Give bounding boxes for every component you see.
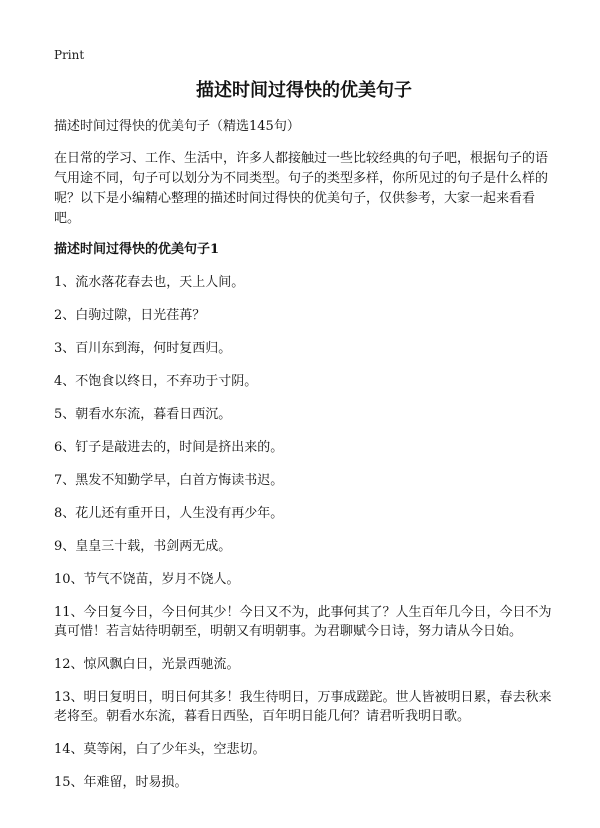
sentence-item: 10、节气不饶苗，岁月不饶人。	[54, 572, 240, 587]
sentence-item: 6、钉子是敲进去的，时间是挤出来的。	[54, 440, 284, 455]
sentence-item: 14、莫等闲，白了少年头，空悲切。	[54, 742, 266, 757]
print-link[interactable]: Print	[54, 48, 85, 62]
sentence-item: 13、明日复明日，明日何其多！我生待明日，万事成蹉跎。世人皆被明日累，春去秋来老将至。朝看水东流，暮看日西坠，百年明日能几何？请君听我明日歌。	[54, 690, 552, 724]
section-heading: 描述时间过得快的优美句子1	[54, 242, 220, 257]
intro-paragraph: 在日常的学习、工作、生活中，许多人都接触过一些比较经典的句子吧，根据句子的语气用途不同，句子可以划分为不同类型。句子的类型多样，你所见过的句子是什么样的呢？以下是小编精心整理的描述时间过得快的优美句子，仅供参考，大家一起来看看吧。	[54, 151, 549, 226]
sentence-item: 8、花儿还有重开日，人生没有再少年。	[54, 506, 284, 521]
document-page	[54, 46, 554, 792]
sentence-item: 9、皇皇三十载，书剑两无成。	[54, 539, 232, 554]
sentence-item: 12、惊风飘白日，光景西驰流。	[54, 657, 240, 672]
sentence-item: 7、黑发不知勤学早，白首方悔读书迟。	[54, 473, 284, 488]
sentence-item: 11、今日复今日，今日何其少！今日又不为，此事何其了？人生百年几今日，今日不为真可惜！若言姑待明朝至，明朝又有明朝事。为君聊赋今日诗，努力请从今日始。	[54, 605, 552, 639]
sentence-item: 3、百川东到海，何时复西归。	[54, 341, 232, 356]
sentence-item: 5、朝看水东流，暮看日西沉。	[54, 407, 232, 422]
sentence-item: 1、流水落花春去也，天上人间。	[54, 275, 245, 290]
page-title: 描述时间过得快的优美句子	[196, 80, 412, 101]
sentence-item: 2、白驹过隙，日光荏苒？	[54, 308, 206, 323]
sentence-item: 15、年难留，时易损。	[54, 775, 188, 790]
sentence-item: 4、不饱食以终日，不弃功于寸阴。	[54, 374, 258, 389]
document-subtitle: 描述时间过得快的优美句子（精选145句）	[54, 119, 300, 134]
